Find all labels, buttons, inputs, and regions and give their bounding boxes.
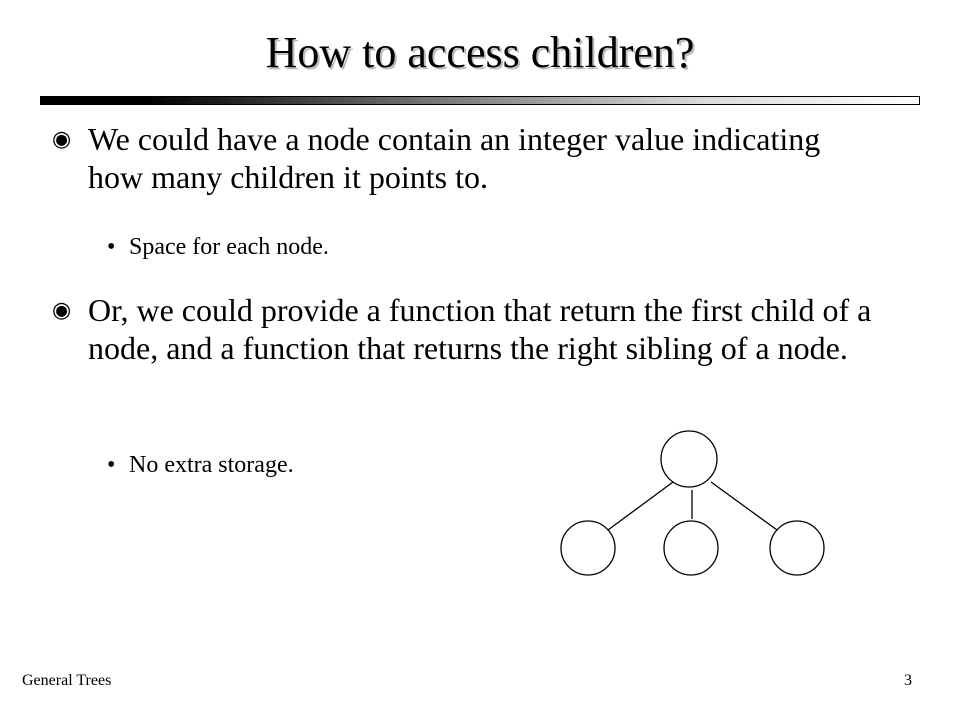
- bullet-marker-icon: ◉: [52, 297, 72, 322]
- tree-edge-right: [711, 482, 777, 530]
- tree-root-node: [661, 431, 717, 487]
- tree-child-node-2: [664, 521, 718, 575]
- tree-edge-left: [608, 482, 673, 530]
- slide-title: How to access children?: [265, 28, 695, 77]
- sub-bullet-marker-icon: •: [107, 234, 116, 260]
- bullet-2-text: Or, we could provide a function that return the first child of a node, and a function that returns the right sibling of a node.: [88, 292, 872, 366]
- page-number: 3: [904, 672, 912, 689]
- bullet-marker-icon: ◉: [52, 126, 72, 151]
- sub-bullet-marker-icon: •: [107, 452, 116, 478]
- sub-bullet-1-text: Space for each node.: [129, 234, 329, 260]
- sub-bullet-2-text: No extra storage.: [129, 452, 294, 478]
- tree-child-node-1: [561, 521, 615, 575]
- tree-child-node-3: [770, 521, 824, 575]
- footer-title: General Trees: [22, 672, 112, 689]
- bullet-1-text: We could have a node contain an integer value indicating how many children it points to.: [88, 121, 821, 195]
